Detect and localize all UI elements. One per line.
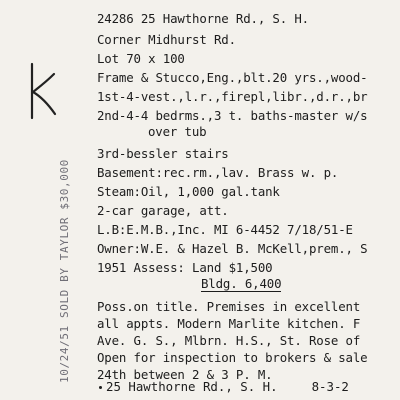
lot-size: Lot 70 x 100 xyxy=(97,51,185,66)
construction: Frame & Stucco,Eng.,blt.20 yrs.,wood- xyxy=(97,70,368,85)
second-floor-cont: over tub xyxy=(148,124,207,139)
appointments: all appts. Modern Marlite kitchen. F xyxy=(97,316,361,331)
inspection-time: 24th between 2 & 3 P. M. xyxy=(97,367,273,382)
listing-header: 24286 25 Hawthorne Rd., S. H. xyxy=(97,11,309,26)
handwritten-mark-icon xyxy=(20,62,60,122)
second-floor: 2nd-4-4 bedrms.,3 t. baths-master w/s xyxy=(97,108,368,123)
footer-code: 8-3-2 xyxy=(311,379,349,394)
first-floor: 1st-4-vest.,l.r.,firepl,libr.,d.r.,br xyxy=(97,89,368,104)
heating: Steam:Oil, 1,000 gal.tank xyxy=(97,184,280,199)
card-footer xyxy=(106,379,349,394)
assessment-bldg xyxy=(201,277,281,291)
garage: 2-car garage, att. xyxy=(97,203,229,218)
assessment-land: 1951 Assess: Land $1,500 xyxy=(97,260,273,275)
third-floor: 3rd-bessler stairs xyxy=(97,146,229,161)
possession: Poss.on title. Premises in excellent xyxy=(97,299,361,314)
schools: Ave. G. S., Mlbrn. H.S., St. Rose of xyxy=(97,333,361,348)
footer-address: 25 Hawthorne Rd., S. H. xyxy=(106,379,278,394)
basement: Basement:rec.rm.,lav. Brass w. p. xyxy=(97,165,339,180)
bullet-mark-icon xyxy=(99,386,102,389)
assessment-bldg-text: Bldg. 6,400 xyxy=(201,276,282,291)
cross-street: Corner Midhurst Rd. xyxy=(97,32,236,47)
sold-stamp: 10/24/51 SOLD BY TAYLOR $30,000 xyxy=(58,159,71,383)
listing-broker: L.B:E.M.B.,Inc. MI 6-4452 7/18/51-E xyxy=(97,222,353,237)
inspection: Open for inspection to brokers & sale xyxy=(97,350,368,365)
owner: Owner:W.E. & Hazel B. McKell,prem., S xyxy=(97,241,368,256)
